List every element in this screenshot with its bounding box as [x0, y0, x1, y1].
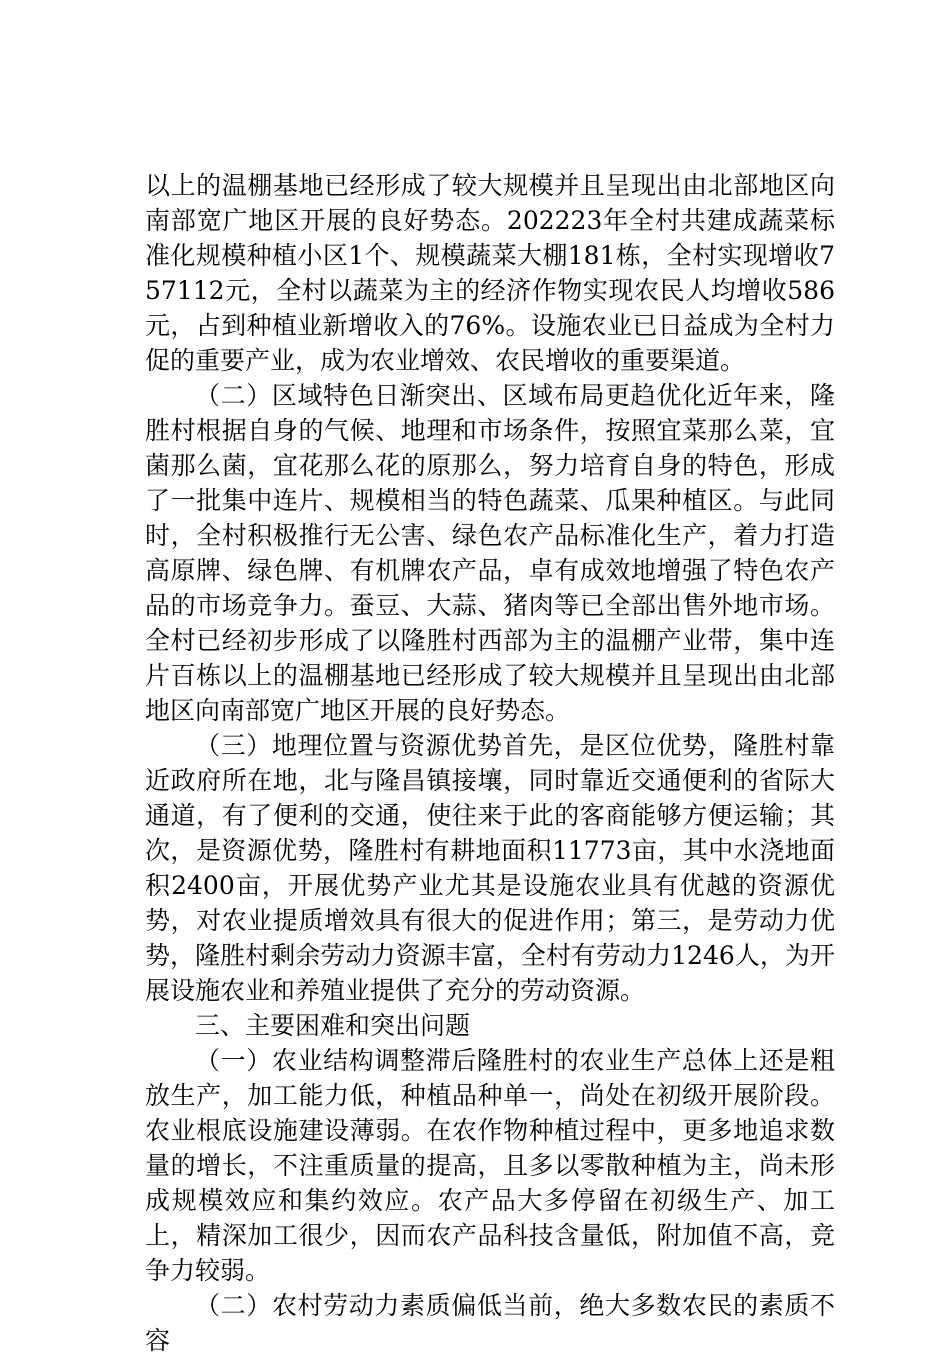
body-paragraph-continuation: 以上的温棚基地已经形成了较大规模并且呈现出由北部地区向南部宽广地区开展的良好势态。202223年全村共建成蔬菜标准化规模种植小区1个、规模蔬菜大棚181栋，全村实现增收757112元，全村以蔬菜为主的经济作物实现农民人均增收586元，占到种植业新增收入的76%。设施农业已日益成为全村力促的重要产业，成为农业增效、农民增收的重要渠道。 [145, 171, 835, 375]
body-paragraph-location-resources: （三）地理位置与资源优势首先，是区位优势，隆胜村靠近政府所在地，北与隆昌镇接壤，同时靠近交通便利的省际大通道，有了便利的交通，使往来于此的客商能够方便运输；其次，是资源优势，隆胜村有耕地面积11773亩，其中水浇地面积2400亩，开展优势产业尤其是设施农业具有优越的资源优势，对农业提质增效具有很大的促进作用；第三，是劳动力优势，隆胜村剩余劳动力资源丰富，全村有劳动力1246人，为开展设施农业和养殖业提供了充分的劳动资源。 [145, 731, 835, 1005]
document-page [145, 168, 835, 1358]
body-paragraph-structure-adjustment: （一）农业结构调整滞后隆胜村的农业生产总体上还是粗放生产，加工能力低，种植品种单一，尚处在初级开展阶段。农业根底设施建设薄弱。在农作物种植过程中，更多地追求数量的增长，不注重质量的提高，且多以零散种植为主，尚未形成规模效应和集约效应。农产品大多停留在初级生产、加工上，精深加工很少，因而农产品科技含量低，附加值不高，竞争力较弱。 [145, 1046, 835, 1285]
section-heading-difficulties: 三、主要困难和突出问题 [195, 1011, 471, 1040]
body-paragraph-labor-quality: （二）农村劳动力素质偏低当前，绝大多数农民的素质不容 [145, 1291, 835, 1355]
body-paragraph-regional-features: （二）区域特色日渐突出、区域布局更趋优化近年来，隆胜村根据自身的气候、地理和市场条件，按照宜菜那么菜，宜菌那么菌，宜花那么花的原那么，努力培育自身的特色，形成了一批集中连片、规模相当的特色蔬菜、瓜果种植区。与此同时，全村积极推行无公害、绿色农产品标准化生产，着力打造高原牌、绿色牌、有机牌农产品，卓有成效地增强了特色农产品的市场竞争力。蚕豆、大蒜、猪肉等已全部出售外地市场。全村已经初步形成了以隆胜村西部为主的温棚产业带，集中连片百栋以上的温棚基地已经形成了较大规模并且呈现出由北部地区向南部宽广地区开展的良好势态。 [145, 381, 835, 725]
